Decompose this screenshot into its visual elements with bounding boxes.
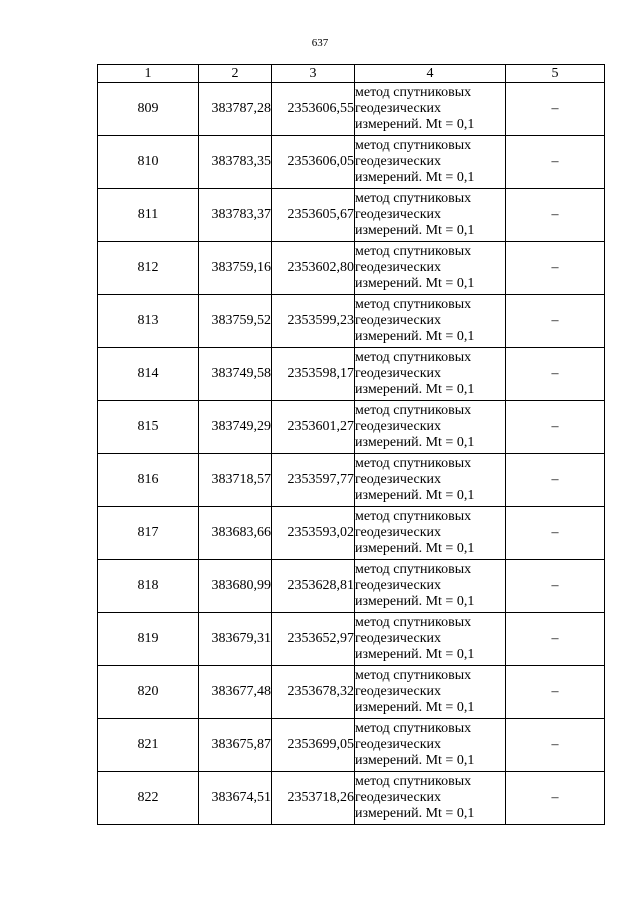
note-cell: – [506,772,605,825]
y-coordinate-cell: 2353598,17 [272,348,355,401]
point-number-cell: 816 [98,454,199,507]
note-cell: – [506,454,605,507]
table-row [98,719,605,772]
x-coordinate-cell: 383787,28 [199,83,272,136]
y-coordinate-cell: 2353597,77 [272,454,355,507]
y-coordinate-cell: 2353699,05 [272,719,355,772]
column-header-1: 1 [98,65,199,83]
note-cell: – [506,507,605,560]
method-line: измерений. Mt = 0,1 [355,117,475,132]
x-coordinate-cell: 383783,37 [199,189,272,242]
y-coordinate-cell: 2353593,02 [272,507,355,560]
table-row [98,772,605,825]
y-coordinate-cell: 2353652,97 [272,613,355,666]
x-coordinate-cell: 383749,29 [199,401,272,454]
point-number-cell: 819 [98,613,199,666]
y-coordinate-cell: 2353601,27 [272,401,355,454]
method-cell [355,772,506,825]
note-cell: – [506,401,605,454]
table-body [98,83,605,825]
column-header-2: 2 [199,65,272,83]
method-line: измерений. Mt = 0,1 [355,329,475,344]
table-header-row [98,65,605,83]
method-cell [355,401,506,454]
table-row [98,401,605,454]
method-line: измерений. Mt = 0,1 [355,170,475,185]
x-coordinate-cell: 383749,58 [199,348,272,401]
table-row [98,560,605,613]
method-line: геодезических [355,419,442,434]
x-coordinate-cell: 383759,16 [199,242,272,295]
column-header-3: 3 [272,65,355,83]
method-line: метод спутниковых [355,562,472,577]
point-number-cell: 809 [98,83,199,136]
method-cell [355,295,506,348]
method-line: геодезических [355,790,442,805]
method-line: геодезических [355,207,442,222]
method-cell [355,83,506,136]
column-header-4: 4 [355,65,506,83]
note-cell: – [506,666,605,719]
method-line: измерений. Mt = 0,1 [355,435,475,450]
point-number-cell: 812 [98,242,199,295]
method-line: метод спутниковых [355,615,472,630]
coordinates-table [97,64,605,825]
table-row [98,454,605,507]
table-row [98,242,605,295]
method-line: метод спутниковых [355,774,472,789]
y-coordinate-cell: 2353678,32 [272,666,355,719]
method-line: геодезических [355,101,442,116]
page-number: 637 [311,37,329,49]
x-coordinate-cell: 383675,87 [199,719,272,772]
method-line: геодезических [355,578,442,593]
method-line: метод спутниковых [355,668,472,683]
note-cell: – [506,719,605,772]
y-coordinate-cell: 2353602,80 [272,242,355,295]
method-line: метод спутниковых [355,244,472,259]
x-coordinate-cell: 383677,48 [199,666,272,719]
y-coordinate-cell: 2353628,81 [272,560,355,613]
method-line: метод спутниковых [355,509,472,524]
method-line: измерений. Mt = 0,1 [355,488,475,503]
point-number-cell: 817 [98,507,199,560]
method-line: метод спутниковых [355,456,472,471]
method-cell [355,242,506,295]
x-coordinate-cell: 383759,52 [199,295,272,348]
method-line: метод спутниковых [355,350,472,365]
method-line: геодезических [355,525,442,540]
y-coordinate-cell: 2353606,55 [272,83,355,136]
note-cell: – [506,348,605,401]
table-row [98,189,605,242]
note-cell: – [506,189,605,242]
x-coordinate-cell: 383674,51 [199,772,272,825]
table-row [98,348,605,401]
method-line: измерений. Mt = 0,1 [355,382,475,397]
note-cell: – [506,560,605,613]
table-row [98,666,605,719]
x-coordinate-cell: 383683,66 [199,507,272,560]
method-line: измерений. Mt = 0,1 [355,753,475,768]
method-cell [355,560,506,613]
x-coordinate-cell: 383679,31 [199,613,272,666]
table-row [98,136,605,189]
point-number-cell: 820 [98,666,199,719]
point-number-cell: 822 [98,772,199,825]
point-number-cell: 814 [98,348,199,401]
x-coordinate-cell: 383718,57 [199,454,272,507]
method-cell [355,454,506,507]
point-number-cell: 818 [98,560,199,613]
method-line: метод спутниковых [355,191,472,206]
y-coordinate-cell: 2353605,67 [272,189,355,242]
method-cell [355,136,506,189]
table-row [98,507,605,560]
point-number-cell: 815 [98,401,199,454]
note-cell: – [506,83,605,136]
y-coordinate-cell: 2353718,26 [272,772,355,825]
table-row [98,295,605,348]
point-number-cell: 821 [98,719,199,772]
note-cell: – [506,613,605,666]
method-line: геодезических [355,684,442,699]
column-header-5: 5 [506,65,605,83]
method-cell [355,613,506,666]
method-line: геодезических [355,631,442,646]
method-line: измерений. Mt = 0,1 [355,276,475,291]
method-line: геодезических [355,260,442,275]
method-cell [355,189,506,242]
method-line: измерений. Mt = 0,1 [355,223,475,238]
note-cell: – [506,242,605,295]
method-line: геодезических [355,313,442,328]
y-coordinate-cell: 2353599,23 [272,295,355,348]
method-line: измерений. Mt = 0,1 [355,594,475,609]
method-line: геодезических [355,366,442,381]
x-coordinate-cell: 383680,99 [199,560,272,613]
x-coordinate-cell: 383783,35 [199,136,272,189]
method-line: метод спутниковых [355,297,472,312]
point-number-cell: 811 [98,189,199,242]
method-cell [355,666,506,719]
method-line: геодезических [355,154,442,169]
note-cell: – [506,295,605,348]
method-line: метод спутниковых [355,403,472,418]
method-cell [355,507,506,560]
y-coordinate-cell: 2353606,05 [272,136,355,189]
method-cell [355,348,506,401]
point-number-cell: 813 [98,295,199,348]
method-cell [355,719,506,772]
table-row [98,613,605,666]
method-line: метод спутниковых [355,85,472,100]
method-line: метод спутниковых [355,138,472,153]
method-line: измерений. Mt = 0,1 [355,700,475,715]
method-line: геодезических [355,472,442,487]
point-number-cell: 810 [98,136,199,189]
method-line: измерений. Mt = 0,1 [355,541,475,556]
method-line: измерений. Mt = 0,1 [355,806,475,821]
method-line: геодезических [355,737,442,752]
method-line: измерений. Mt = 0,1 [355,647,475,662]
note-cell: – [506,136,605,189]
method-line: метод спутниковых [355,721,472,736]
table-row [98,83,605,136]
